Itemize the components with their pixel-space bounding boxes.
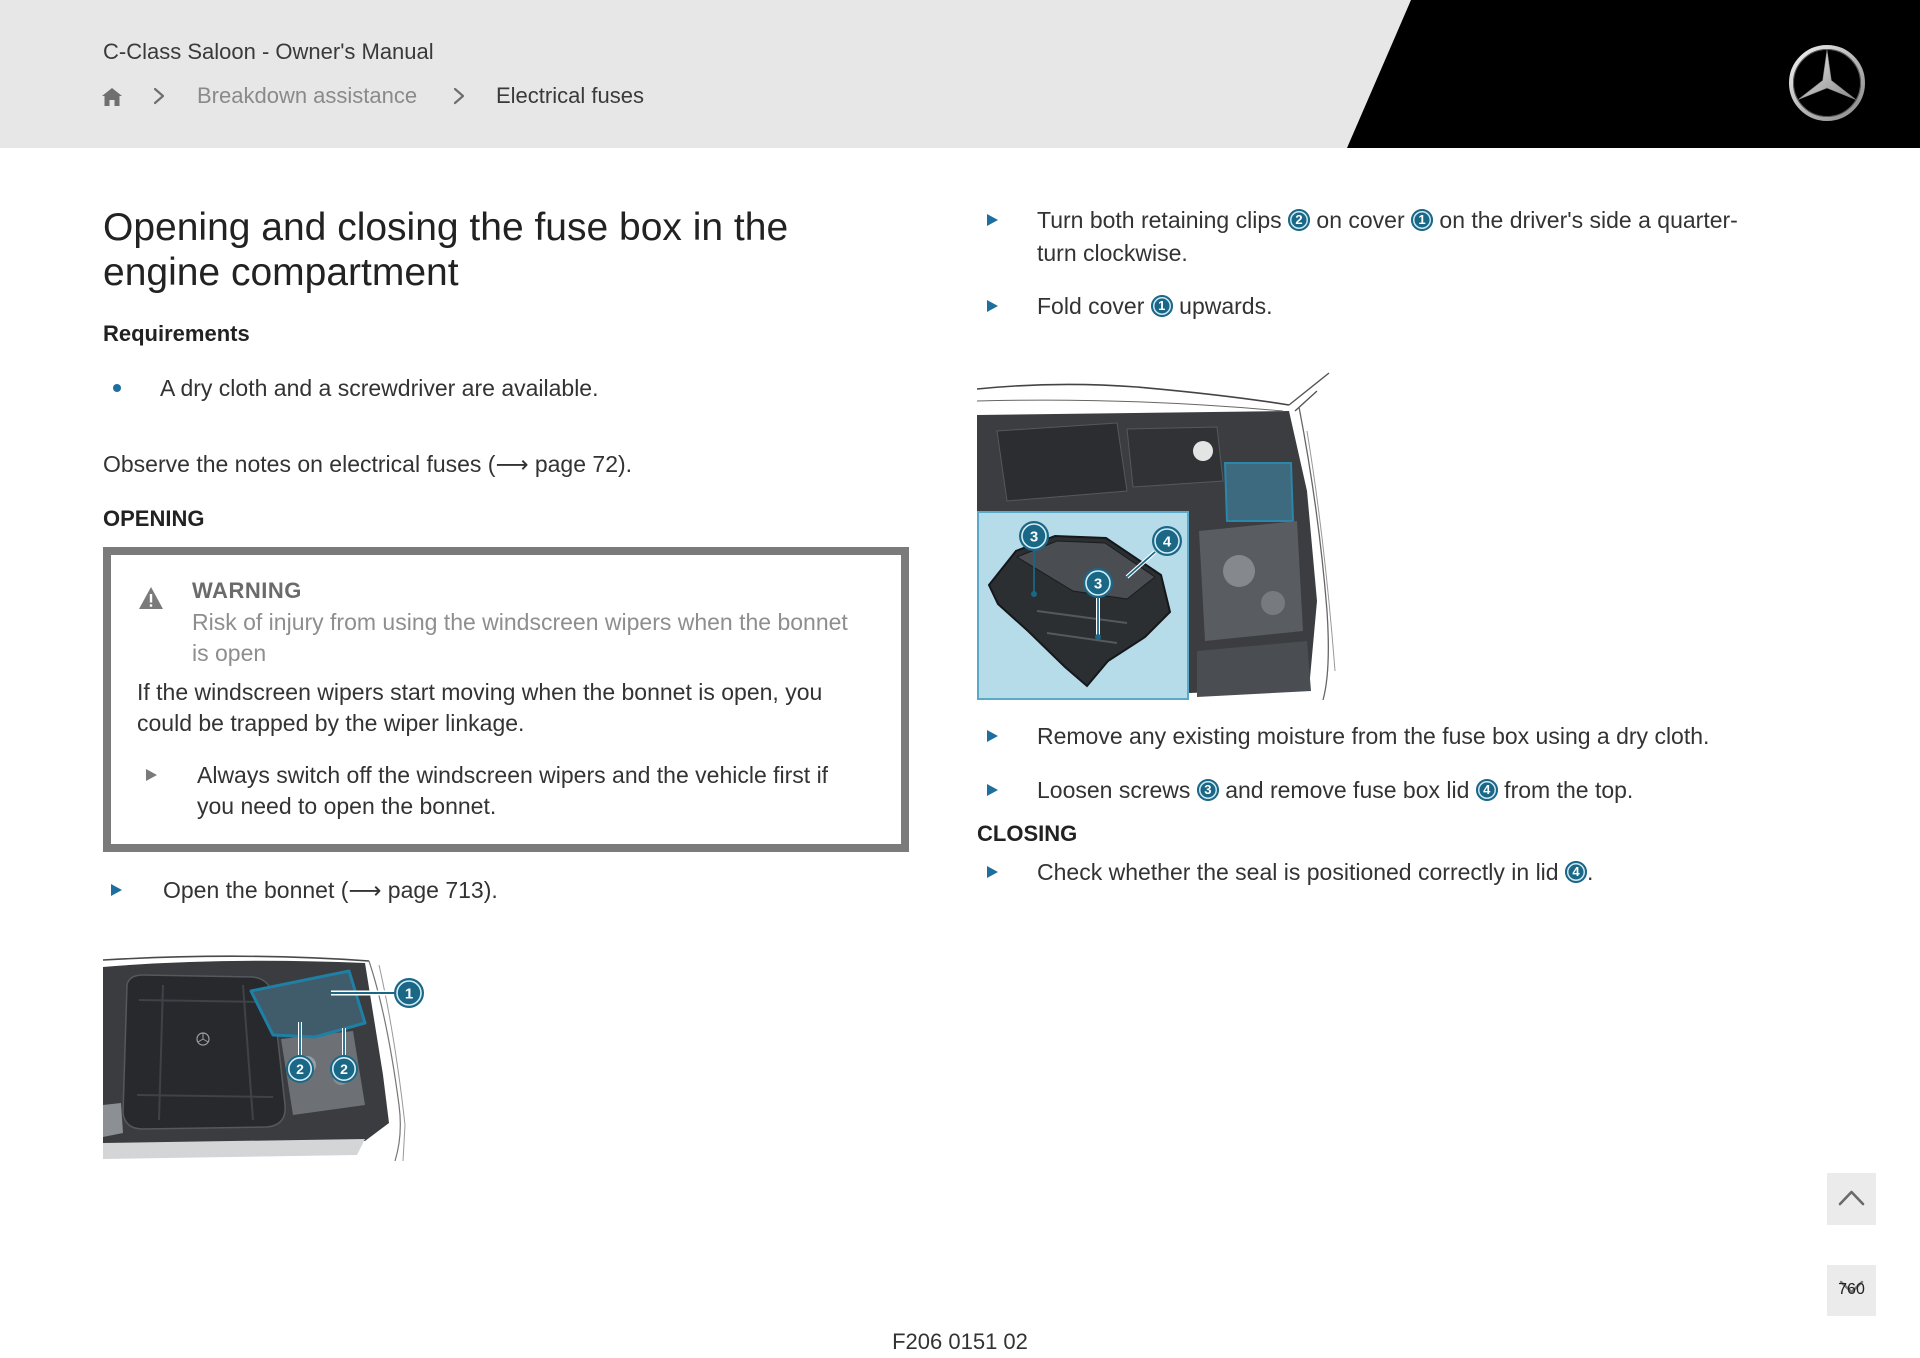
- callout-number: 1: [1411, 209, 1433, 231]
- callout-number: 4: [1476, 779, 1498, 801]
- scroll-down-button[interactable]: [1827, 1265, 1876, 1316]
- reference-text: ).: [618, 451, 633, 477]
- page-title: Opening and closing the fuse box in the engine compartment: [103, 206, 789, 294]
- callout-number: 4: [1162, 533, 1172, 551]
- step-arrow-icon: [987, 300, 998, 312]
- figure-engine-bay-cover: [103, 955, 428, 1161]
- callout-marker: [1083, 568, 1113, 598]
- engine-detail: [1223, 555, 1255, 587]
- step-loosen-screws: [1037, 774, 1772, 807]
- screw-marker: [1031, 591, 1037, 597]
- bonnet-edge: [977, 400, 1283, 411]
- bonnet-edge: [103, 956, 369, 961]
- step-arrow-icon: [987, 730, 998, 742]
- callout-number: 3: [1093, 575, 1103, 593]
- mercedes-star-logo: [1787, 43, 1867, 123]
- reservoir-cap: [1193, 441, 1213, 461]
- breadcrumb-breakdown-assistance[interactable]: Breakdown assistance: [197, 83, 418, 108]
- fuse-notes-reference: [103, 448, 632, 481]
- page-number: 760: [1838, 1281, 1865, 1298]
- step-arrow-icon: [111, 884, 122, 896]
- raised-bonnet: [1289, 373, 1329, 411]
- warning-subtitle: Risk of injury from using the windscreen wipers when the bonnet is open: [192, 609, 848, 666]
- bullet-dot-icon: [113, 384, 121, 392]
- logo-star: [1798, 50, 1855, 100]
- callout-number: 1: [1151, 295, 1173, 317]
- callout-marker: [1152, 526, 1182, 556]
- step-text: Open the bonnet (: [163, 877, 349, 903]
- step-arrow-icon: [987, 784, 998, 796]
- callout-marker: [330, 1055, 358, 1083]
- manual-title: C-Class Saloon - Owner's Manual: [103, 39, 434, 64]
- step-text: ).: [483, 877, 498, 903]
- warning-description: If the windscreen wipers start moving when the bonnet is open, you could be trapped by the wiper linkage.: [137, 679, 823, 736]
- step-text: on the driver's side a quarter-turn clockwise.: [1037, 207, 1738, 266]
- callout-number: 3: [1197, 779, 1219, 801]
- requirements-heading: Requirements: [103, 321, 250, 346]
- callout-marker: [1019, 521, 1049, 551]
- callout-number: 1: [404, 985, 414, 1003]
- step-check-seal: [1037, 856, 1772, 889]
- home-icon: [101, 87, 123, 107]
- reference-text: Observe the notes on electrical fuses (: [103, 451, 496, 477]
- chevron-right-icon: [453, 87, 465, 105]
- closing-heading: CLOSING: [977, 821, 1078, 846]
- callout-number: 4: [1565, 861, 1587, 883]
- warning-title: WARNING: [192, 578, 302, 603]
- step-open-bonnet: [163, 874, 498, 907]
- step-arrow-icon: [987, 214, 998, 226]
- requirement-item: A dry cloth and a screwdriver are available.: [160, 375, 599, 401]
- action-arrow-icon: [146, 769, 157, 781]
- callout-number: 2: [1288, 209, 1310, 231]
- chevron-up-icon: [1838, 1188, 1865, 1208]
- engine-cover: [997, 423, 1127, 501]
- headlight: [103, 1103, 123, 1137]
- page-713-link[interactable]: ⟶ page 713: [348, 877, 484, 903]
- callout-number: 2: [340, 1061, 348, 1077]
- step-text: Turn both retaining clips: [1037, 207, 1289, 233]
- step-text: and remove fuse box lid: [1218, 777, 1476, 803]
- warning-action: Always switch off the windscreen wipers and the vehicle first if you need to open the bonnet.: [197, 762, 829, 819]
- screw-marker: [1095, 634, 1101, 640]
- callout-number: 2: [296, 1061, 304, 1077]
- breadcrumb-electrical-fuses: Electrical fuses: [496, 83, 644, 108]
- step-text: on cover: [1310, 207, 1412, 233]
- step-arrow-icon: [987, 866, 998, 878]
- step-text: .: [1586, 859, 1594, 885]
- step-fold-cover: [1037, 290, 1772, 323]
- warning-triangle-icon: [138, 586, 164, 610]
- step-text: from the top.: [1497, 777, 1634, 803]
- callout-number: 3: [1029, 528, 1039, 546]
- scroll-up-button[interactable]: [1827, 1173, 1876, 1225]
- home-link[interactable]: [101, 86, 123, 106]
- step-text: Loosen screws: [1037, 777, 1197, 803]
- opening-heading: OPENING: [103, 506, 205, 531]
- figure-fuse-box-detail: [977, 371, 1341, 700]
- callout-marker: [394, 978, 424, 1008]
- callout-marker: [286, 1055, 314, 1083]
- step-text: Fold cover: [1037, 293, 1151, 319]
- step-text: upwards.: [1172, 293, 1273, 319]
- step-text: Check whether the seal is positioned correctly in lid: [1037, 859, 1565, 885]
- page-72-link[interactable]: ⟶ page 72: [495, 451, 618, 477]
- engine-detail: [1261, 591, 1285, 615]
- fuse-box-location-highlight: [1225, 463, 1293, 521]
- figure-code: F206 0151 02: [892, 1329, 1028, 1354]
- warning-box: [103, 547, 909, 852]
- step-remove-moisture: Remove any existing moisture from the fuse box using a dry cloth.: [1037, 723, 1710, 749]
- step-turn-retaining-clips: [1037, 204, 1772, 270]
- chevron-right-icon: [153, 87, 165, 105]
